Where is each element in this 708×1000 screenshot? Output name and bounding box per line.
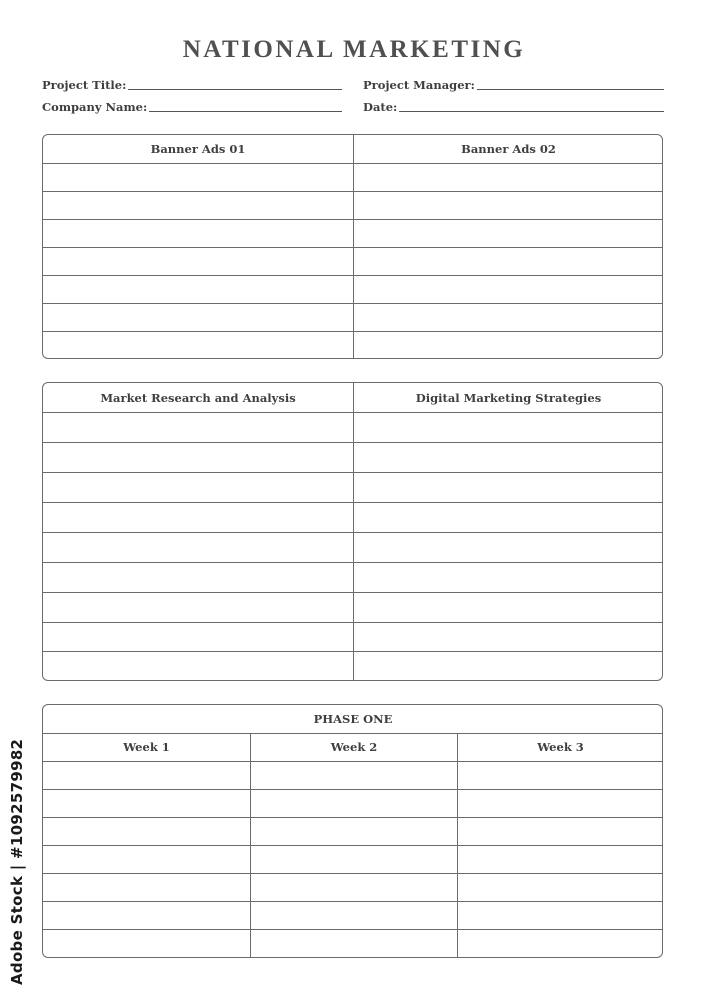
week-2-header: Week 2 [330,740,378,754]
row-line [43,817,662,818]
banner-ads-table [42,134,663,359]
page-title: NATIONAL MARKETING [182,36,526,63]
row-line [43,592,662,593]
row-line [43,845,662,846]
date-field[interactable] [363,98,664,114]
row-line [43,219,662,220]
row-line [43,275,662,276]
stock-watermark-label: Adobe Stock | #1092579982 [8,738,26,985]
banner-ads-01-header: Banner Ads 01 [150,142,246,156]
row-line [43,472,662,473]
project-title-line[interactable] [128,88,342,90]
row-line [43,901,662,902]
company-name-label: Company Name: [42,100,148,114]
project-manager-label: Project Manager: [363,78,475,92]
row-line [43,331,662,332]
banner-ads-02-header: Banner Ads 02 [461,142,556,156]
row-line [43,761,662,762]
project-manager-line[interactable] [477,88,664,90]
phase-one-table [42,704,663,958]
row-line [43,532,662,533]
row-line [43,163,662,164]
row-line [43,502,662,503]
week-1-header: Week 1 [123,740,170,754]
row-line [43,412,662,413]
row-line [43,562,662,563]
row-line [43,303,662,304]
phase-one-header: PHASE ONE [313,712,393,726]
row-line [43,789,662,790]
row-line [43,247,662,248]
week-3-header: Week 3 [537,740,584,754]
date-label: Date: [363,100,398,114]
digital-marketing-header: Digital Marketing Strategies [415,390,602,405]
company-name-line[interactable] [149,110,342,112]
company-name-field[interactable] [42,98,342,114]
research-strategies-table [42,382,663,681]
row-line [43,873,662,874]
market-research-header: Market Research and Analysis [100,390,296,405]
project-title-label: Project Title: [42,78,127,92]
project-manager-field[interactable] [363,76,664,92]
row-line [43,929,662,930]
project-title-field[interactable] [42,76,342,92]
row-line [43,651,662,652]
row-line [43,442,662,443]
row-line [43,191,662,192]
date-line[interactable] [399,110,664,112]
row-line [43,622,662,623]
